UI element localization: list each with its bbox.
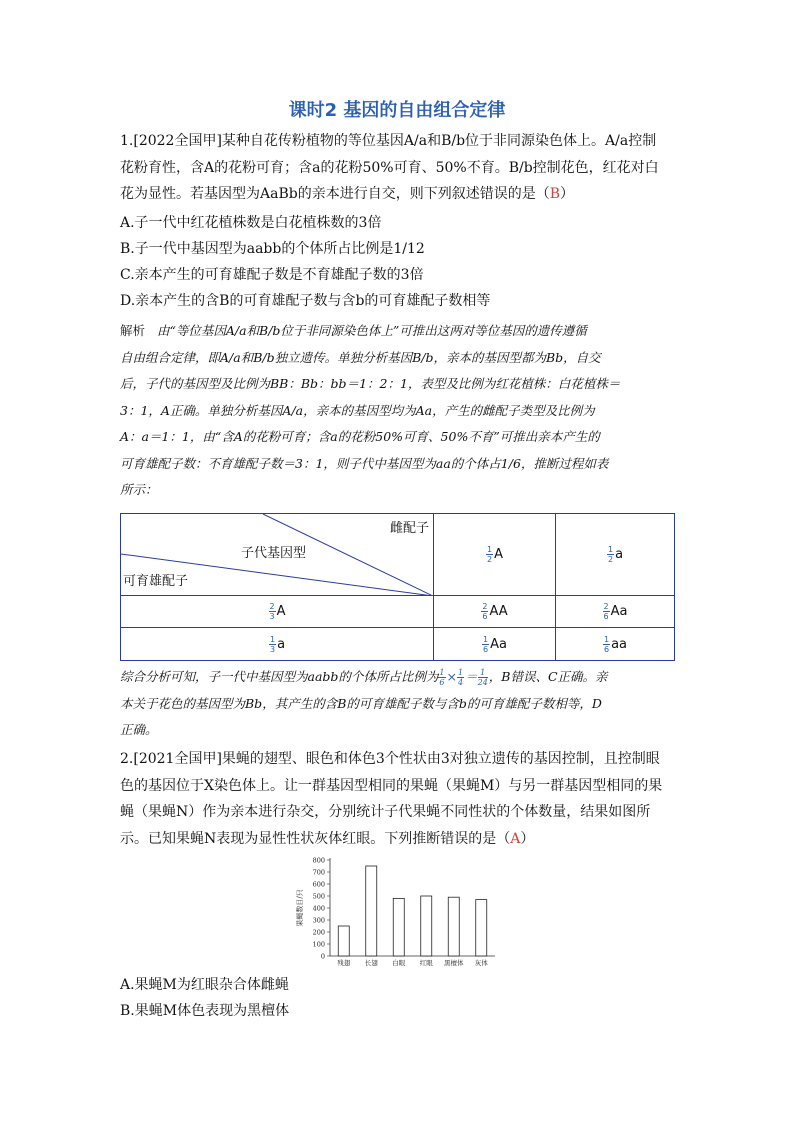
header-genotype: 子代基因型	[241, 546, 307, 561]
fruitfly-bar-chart	[290, 852, 500, 972]
num: 1	[603, 634, 610, 644]
den: 4	[458, 678, 464, 687]
q1-line2: 花粉育性，含A的花粉可育；含a的花粉50%可育、50%不育。B/b控制花色，红花对白	[120, 159, 659, 176]
q1-line3-end: ）	[560, 186, 575, 202]
num: 1	[439, 668, 445, 677]
expl-text-0: 由“等位基因A/a和B/b位于非同源染色体上”可推出这两对等位基因的遗传遵循	[156, 323, 587, 338]
bar	[476, 900, 487, 956]
q2-options	[120, 972, 289, 1024]
q2-line4	[120, 826, 676, 853]
y-tick-label: 100	[312, 940, 325, 949]
den: 2	[487, 555, 493, 564]
q2-stem	[120, 746, 676, 852]
fraction	[457, 668, 464, 687]
bar	[393, 898, 404, 956]
equals-sign: ＝	[465, 669, 478, 684]
expl-line-0	[120, 318, 676, 345]
bar	[448, 897, 459, 956]
q2-line4-end: ）	[520, 830, 535, 847]
den: 6	[603, 612, 609, 621]
genotype-label: Aa	[490, 636, 507, 652]
genotype-label: Aa	[610, 604, 628, 619]
num: 1	[607, 545, 614, 554]
fraction	[269, 602, 276, 621]
header-male: 可育雄配子	[123, 574, 189, 589]
num: 1	[269, 634, 276, 644]
fraction	[478, 668, 488, 687]
header-female: 雌配子	[389, 521, 429, 536]
q1-line1: 1.[2022全国甲]某种自花传粉植物的等位基因A/a和B/b位于非同源染色体上。A/a控制	[120, 133, 657, 149]
q2-line1: 2.[2021全国甲]果蝇的翅型、眼色和体色3个性状由3对独立遗传的基因控制，且控制眼	[120, 751, 660, 767]
den: 24	[477, 678, 488, 687]
punnett-table	[120, 513, 675, 661]
den: 6	[603, 644, 610, 654]
expl-line-5: 可育雄配子数：不育雄配子数＝3：1，则子代中基因型为aa的个体占1/6，推断过程如表	[120, 455, 609, 471]
q1-option-d: D.亲本产生的含B的可育雄配子数与含b的可育雄配子数相等	[120, 293, 491, 309]
den: 6	[439, 678, 445, 687]
x-tick-label: 黑檀体	[444, 959, 464, 967]
expl-line-3: 3：1，A正确。单独分析基因A/a，亲本的基因型均为Aa，产生的雌配子类型及比例为	[120, 402, 595, 418]
bar	[421, 896, 432, 956]
num: 1	[483, 634, 489, 644]
y-tick-label: 0	[320, 952, 325, 961]
fraction	[269, 635, 276, 654]
gamete-label: a	[277, 636, 286, 652]
conclusion-line-1	[120, 664, 676, 691]
den: 3	[269, 612, 275, 621]
genotype-label: AA	[489, 604, 508, 619]
fraction	[486, 545, 493, 564]
cell-Aa-1	[556, 596, 675, 628]
expl-line-1: 自由组合定律，即A/a和B/b独立遗传。单独分析基因B/b，亲本的基因型都为Bb，自交	[120, 349, 601, 365]
cell-aa	[556, 628, 675, 661]
fraction	[607, 545, 614, 564]
q2-line2: 色的基因位于X染色体上。让一群基因型相同的果蝇（果蝇M）与另一群基因型相同的果	[120, 777, 663, 794]
den: 6	[483, 644, 489, 654]
y-tick-label: 400	[312, 904, 325, 913]
conclusion-text: 综合分析可知，子一代中基因型为aabb的个体所占比例为	[120, 669, 439, 684]
explanation-label: 解析	[120, 323, 146, 338]
expl-line-2: 后，子代的基因型及比例为BB：Bb：bb＝1：2：1，表型及比例为红花植株：白花植株＝	[120, 376, 621, 391]
q1-options	[120, 210, 490, 314]
den: 3	[269, 644, 276, 654]
cell-Aa-2	[434, 628, 556, 661]
female-gamete-1	[434, 514, 556, 596]
y-axis-label: 果蝇数目/只	[296, 889, 304, 927]
q2-answer: A	[510, 830, 521, 847]
q1-option-a: A.子一代中红花植株数是白花植株数的3倍	[120, 215, 382, 231]
male-gamete-1	[121, 596, 434, 628]
fraction	[438, 668, 445, 687]
q1-line3	[120, 181, 676, 208]
num: 1	[478, 668, 488, 678]
cell-AA	[434, 596, 556, 628]
q2-option-a: A.果蝇M为红眼杂合体雌蝇	[120, 977, 289, 993]
q1-option-c: C.亲本产生的可育雄配子数是不育雄配子数的3倍	[120, 267, 424, 283]
y-tick-label: 200	[312, 928, 325, 937]
times-sign: ×	[446, 669, 457, 684]
fraction	[481, 602, 488, 621]
genotype-label: aa	[611, 636, 628, 652]
num: 1	[487, 545, 493, 554]
q2-line3: 蝇（果蝇N）作为亲本进行杂交，分别统计子代果蝇不同性状的个体数量，结果如图所	[120, 804, 651, 820]
gamete-label: A	[494, 547, 503, 562]
conclusion-line-2: 本关于花色的基因型为Bb，其产生的含B的可育雄配子数与含b的可育雄配子数相等，D	[120, 695, 602, 711]
q1-conclusion	[120, 664, 676, 744]
expl-line-6: 所示：	[120, 482, 158, 497]
num: 2	[269, 602, 275, 611]
x-tick-label: 白眼	[392, 959, 406, 967]
x-tick-label: 长翅	[364, 959, 378, 967]
expl-line-4: A：a＝1：1，由“含A的花粉可育；含a的花粉50%可育、50%不育”可推出亲本产生的	[120, 429, 600, 444]
table-row	[121, 596, 675, 628]
y-tick-label: 300	[312, 916, 325, 925]
q2-option-b: B.果蝇M体色表现为黑檀体	[120, 1003, 290, 1019]
y-tick-label: 500	[312, 892, 325, 901]
den: 2	[607, 555, 614, 564]
conclusion-line-3: 正确。	[120, 722, 158, 737]
q2-line4-text: 示。已知果蝇N表现为显性性状灰体红眼。下列推断错误的是（	[120, 830, 511, 847]
bar	[366, 866, 377, 956]
conclusion-text-end: ，B错误、C正确。亲	[488, 669, 608, 684]
x-tick-label: 红眼	[419, 959, 433, 967]
table-row	[121, 628, 675, 661]
bar	[338, 926, 349, 956]
q1-stem	[120, 128, 676, 208]
y-tick-label: 800	[312, 856, 325, 865]
num: 2	[482, 602, 488, 611]
y-tick-label: 700	[312, 868, 325, 877]
table-header-cell	[121, 514, 434, 596]
page-title: 课时2 基因的自由组合定律	[288, 100, 506, 121]
y-tick-label: 600	[312, 880, 325, 889]
female-gamete-2	[556, 514, 675, 596]
fraction	[482, 635, 489, 654]
q1-line3-text: 花为显性。若基因型为AaBb的亲本进行自交，则下列叙述错误的是（	[120, 186, 550, 202]
x-tick-label: 残翅	[337, 959, 351, 967]
num: 1	[458, 668, 464, 677]
q1-explanation	[120, 318, 676, 504]
q1-option-b: B.子一代中基因型为aabb的个体所占比例是1/12	[120, 241, 425, 257]
q1-answer: B	[549, 186, 561, 202]
x-tick-label: 灰体	[474, 959, 488, 967]
gamete-label: a	[615, 547, 624, 562]
num: 2	[603, 602, 609, 611]
male-gamete-2	[121, 628, 434, 661]
fraction	[603, 635, 610, 654]
den: 6	[482, 612, 488, 621]
gamete-label: A	[276, 604, 286, 619]
fraction	[603, 602, 610, 621]
